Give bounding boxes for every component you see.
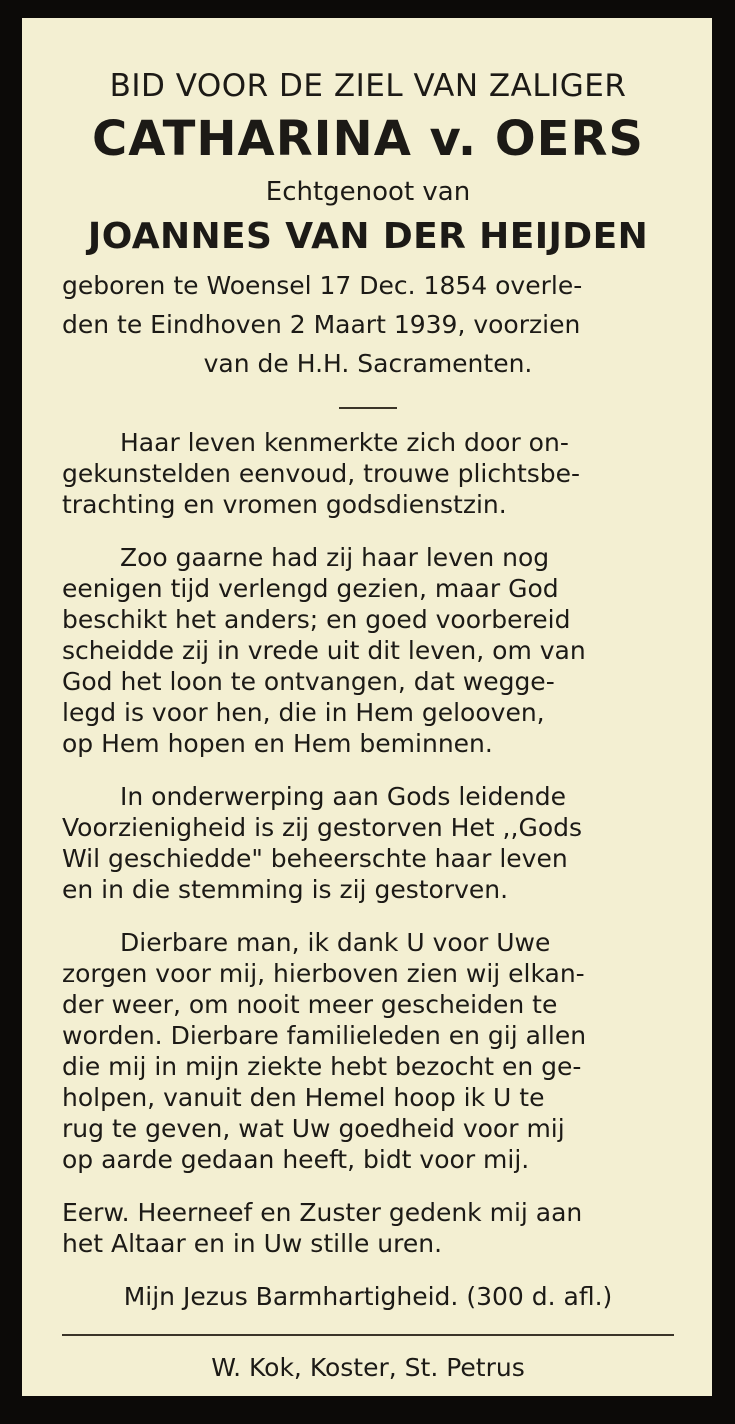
- paragraph-submission: [62, 781, 674, 905]
- long-divider: [62, 1334, 674, 1336]
- text-line: zorgen voor mij, hierboven zien wij elkan-: [62, 959, 585, 988]
- text-line: op aarde gedaan heeft, bidt voor mij.: [62, 1145, 530, 1174]
- indulgence-prayer: Mijn Jezus Barmhartigheid. (300 d. afl.): [123, 1282, 613, 1311]
- text-line: beschikt het anders; en goed voorbereid: [62, 605, 571, 634]
- text-line: die mij in mijn ziekte hebt bezocht en ge-: [62, 1052, 582, 1081]
- text-line: scheidde zij in vrede uit dit leven, om van: [62, 636, 586, 665]
- intro-line: geboren te Woensel 17 Dec. 1854 overle-: [62, 271, 583, 300]
- paragraph-remembrance: [62, 1197, 674, 1259]
- text-line: gekunstelden eenvoud, trouwe plichtsbe-: [62, 459, 581, 488]
- text-line: rug te geven, wat Uw goedheid voor mij: [62, 1114, 565, 1143]
- text-line: worden. Dierbare familieleden en gij allen: [62, 1021, 587, 1050]
- text-line: en in die stemming is zij gestorven.: [62, 875, 509, 904]
- text-line: der weer, om nooit meer gescheiden te: [62, 990, 558, 1019]
- text-line: holpen, vanuit den Hemel hoop ik U te: [62, 1083, 545, 1112]
- short-divider: [339, 407, 397, 409]
- text-line: trachting en vromen godsdienstzin.: [62, 490, 507, 519]
- text-line: op Hem hopen en Hem beminnen.: [62, 729, 493, 758]
- text-line: Dierbare man, ik dank U voor Uwe: [120, 928, 551, 957]
- prayer-heading: BID VOOR DE ZIEL VAN ZALIGER: [109, 68, 627, 104]
- memorial-card: [22, 18, 712, 1396]
- paragraph-gratitude: [62, 927, 674, 1175]
- text-line: In onderwerping aan Gods leidende: [120, 782, 566, 811]
- text-line: het Altaar en in Uw stille uren.: [62, 1229, 443, 1258]
- text-line: Voorzienigheid is zij gestorven Het ,,Gods: [62, 813, 583, 842]
- spouse-label: Echtgenoot van: [265, 177, 471, 207]
- spouse-name: JOANNES VAN DER HEIJDEN: [87, 216, 649, 257]
- text-line: eenigen tijd verlengd gezien, maar God: [62, 574, 559, 603]
- deceased-name: CATHARINA v. OERS: [91, 111, 644, 167]
- text-line: Zoo gaarne had zij haar leven nog: [120, 543, 550, 572]
- intro-line: den te Eindhoven 2 Maart 1939, voorzien: [62, 310, 581, 339]
- text-line: Eerw. Heerneef en Zuster gedenk mij aan: [62, 1198, 583, 1227]
- paragraph-farewell: [62, 542, 674, 759]
- birth-death-details: [62, 266, 674, 383]
- text-line: God het loon te ontvangen, dat wegge-: [62, 667, 555, 696]
- intro-line: van de H.H. Sacramenten.: [203, 349, 533, 378]
- text-line: legd is voor hen, die in Hem gelooven,: [62, 698, 545, 727]
- text-line: Wil geschiedde" beheerschte haar leven: [62, 844, 568, 873]
- text-line: Haar leven kenmerkte zich door on-: [120, 428, 569, 457]
- paragraph-life: [62, 427, 674, 520]
- printer-credit: W. Kok, Koster, St. Petrus: [211, 1353, 525, 1382]
